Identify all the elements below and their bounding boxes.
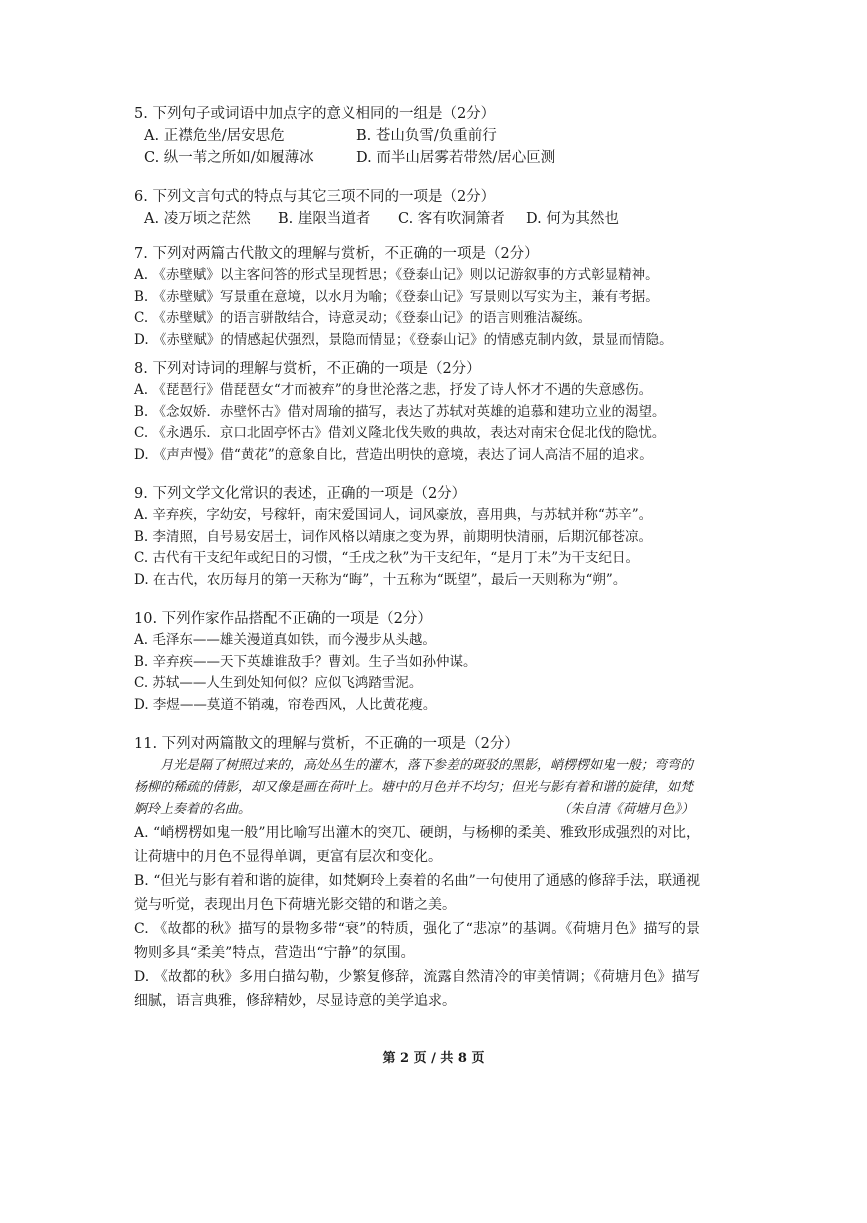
question-8 [134,358,734,466]
option-d: D. 在古代，农历每月的第一天称为“晦”，十五称为“既望”，最后一天则称为“朔”。 [134,571,627,588]
question-5 [134,103,734,169]
option-a: A. 凌万顷之茫然 [144,211,251,227]
option-b: B. “但光与影有着和谐的旋律，如梵婀玲上奏着的名曲”一句使用了通感的修辞手法，联通视觉与听觉，表现出月色下荷塘光影交错的和谐之美。 [134,873,700,913]
option-a: A. 毛泽东——雄关漫道真如铁，而今漫步从头越。 [134,632,436,648]
option-b: B. 《念奴娇．赤壁怀古》借对周瑜的描写，表达了苏轼对英雄的追慕和建功立业的渴望。 [134,403,666,420]
option-d: D. 李煜——莫道不销魂，帘卷西风，人比黄花瘦。 [134,696,437,713]
question-stem: 7. 下列对两篇古代散文的理解与赏析，不正确的一项是（2分） [134,246,539,262]
option-row [134,208,734,230]
option-c: C. 古代有干支纪年或纪日的习惯，“壬戌之秋”为干支纪年，“是月丁未”为干支纪日。 [134,550,640,566]
option-d: D. 《赤壁赋》的情感起伏强烈，景隐而情显；《登泰山记》的情感克制内敛，景显而情隐。 [134,331,673,348]
question-9 [134,483,734,591]
quoted-passage: 月光是隔了树照过来的，高处丛生的灌木，落下参差的斑驳的黑影，峭楞楞如鬼一般；弯弯的杨柳的稀疏的倩影，却又像是画在荷叶上。塘中的月色并不均匀；但光与影有着和谐的旋律，如梵婀玲上奏着的名曲。 [134,758,694,817]
question-stem: 9. 下列文学文化常识的表述，正确的一项是（2分） [134,486,467,502]
question-stem: 6. 下列文言句式的特点与其它三项不同的一项是（2分） [134,189,496,205]
option-c: C. 《永遇乐．京口北固亭怀古》借刘义隆北伐失败的典故，表达对南宋仓促北伐的隐忧。 [134,425,666,441]
question-stem: 5. 下列句子或词语中加点字的意义相同的一组是（2分） [134,106,496,122]
option-d: D. 何为其然也 [526,211,619,227]
option-a: A. “峭楞楞如鬼一般”用比喻写出灌木的突兀、硬朗，与杨柳的柔美、雅致形成强烈的对比，让荷塘中的月色不显得单调，更富有层次和变化。 [134,825,700,865]
question-10 [134,608,734,716]
option-c: C. 《故都的秋》描写的景物多带“衰”的特质，强化了“悲凉”的基调。《荷塘月色》描写的景物则多具“柔美”特点，营造出“宁静”的氛围。 [134,921,700,961]
question-11 [134,733,734,1013]
page-number: 第 2 页 / 共 8 页 [382,1051,485,1066]
option-c: C. 客有吹洞箫者 [398,211,505,227]
option-c: C. 苏轼——人生到处知何似？应似飞鸿踏雪泥。 [134,675,423,691]
option-d: D. 而半山居雾若带然/居心叵测 [356,150,556,166]
option-c: C. 纵一苇之所如/如履薄冰 [144,150,314,166]
option-a: A. 《琵琶行》借琵琶女“才而被弃”的身世沦落之悲，抒发了诗人怀才不遇的失意感伤。 [134,382,653,398]
question-stem: 11. 下列对两篇散文的理解与赏析，不正确的一项是（2分） [134,736,519,752]
option-row [134,125,734,147]
option-b: B. 《赤壁赋》写景重在意境，以水月为喻；《登泰山记》写景则以写实为主，兼有考据。 [134,288,659,305]
option-c: C. 《赤壁赋》的语言骈散结合，诗意灵动；《登泰山记》的语言则雅洁凝练。 [134,310,592,326]
question-stem: 10. 下列作家作品搭配不正确的一项是（2分） [134,611,432,627]
question-7 [134,243,734,351]
option-row [134,147,734,169]
option-b: B. 苍山负雪/负重前行 [356,128,497,144]
question-6 [134,186,734,230]
option-b: B. 辛弃疾——天下英雄谁敌手？曹刘。生子当如孙仲谋。 [134,653,477,670]
option-b: B. 李清照，自号易安居士，词作风格以靖康之变为界，前期明快清丽，后期沉郁苍凉。 [134,528,653,545]
option-b: B. 崖限当道者 [278,211,371,227]
option-d: D. 《故都的秋》多用白描勾勒，少繁复修辞，流露自然清冷的审美情调；《荷塘月色》描写细腻，语言典雅，修辞精妙，尽显诗意的美学追求。 [134,969,700,1009]
question-stem: 8. 下列对诗词的理解与赏析，不正确的一项是（2分） [134,361,481,377]
option-a: A. 《赤壁赋》以主客问答的形式呈现哲思；《登泰山记》则以记游叙事的方式彰显精神。 [134,267,659,283]
option-d: D. 《声声慢》借“黄花”的意象自比，营造出明快的意境，表达了词人高洁不屈的追求。 [134,446,653,463]
option-a: A. 正襟危坐/居安思危 [144,128,285,144]
passage-source: （朱自清《荷塘月色》） [557,802,694,817]
option-a: A. 辛弃疾，字幼安，号稼轩，南宋爱国词人，词风豪放，喜用典，与苏轼并称“苏辛”。 [134,507,653,523]
